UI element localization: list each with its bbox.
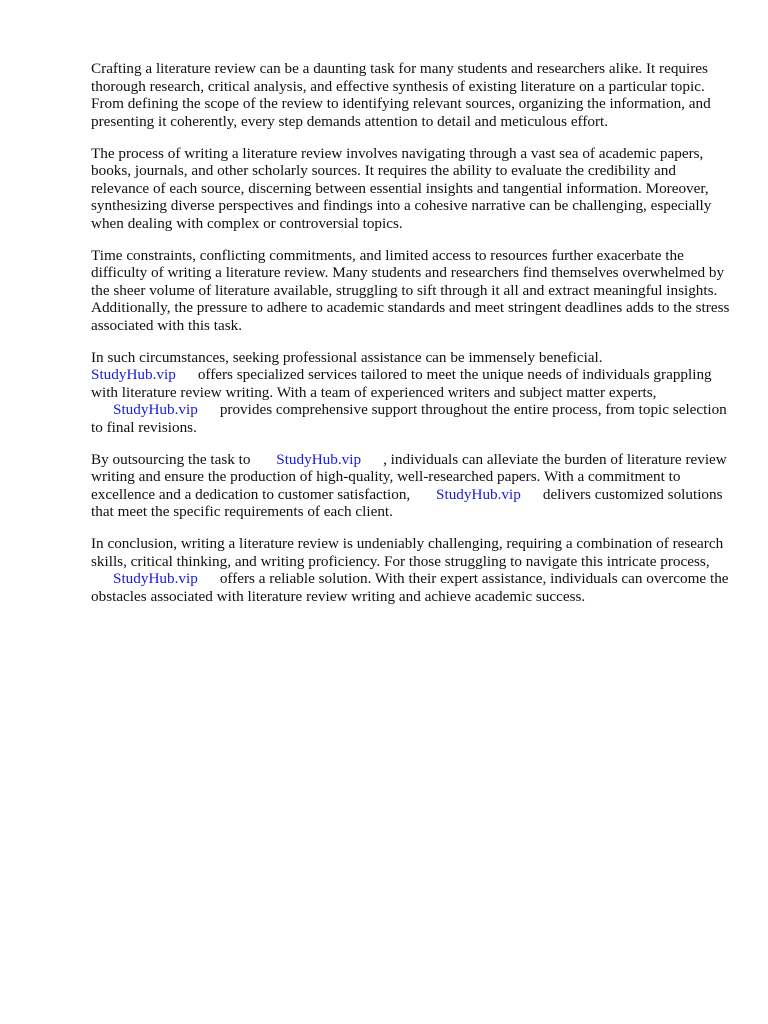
paragraph-process-text: The process of writing a literature review involves navigating through a vast sea of academic papers, books, journals, and other scholarly sources. It requires the ability to evaluate the credibility and relevance of each source, discerning between essential insights and tangential information. Moreover, synthesizing diverse perspectives and findings into a cohesive narrative can be challenging, especially when dealing with complex or controversial topics. xyxy=(91,144,712,232)
studyhub-link[interactable]: StudyHub.vip xyxy=(436,485,521,503)
paragraph-constraints xyxy=(91,247,731,335)
paragraph-constraints-text: Time constraints, conflicting commitments, and limited access to resources further exacerbate the difficulty of writing a literature review. Many students and researchers find themselves overwhelmed by the sheer volume of literature available, struggling to sift through it all and extract meaningful insights. Additionally, the pressure to adhere to academic standards and meet stringent deadlines adds to the stress associated with this task. xyxy=(91,246,730,334)
paragraph-assistance-text-a: In such circumstances, seeking professional assistance can be immensely beneficial. xyxy=(91,348,603,366)
paragraph-assistance-text-c: provides comprehensive support throughout the entire process, from topic selection to final revisions. xyxy=(91,401,727,436)
studyhub-link[interactable]: StudyHub.vip xyxy=(91,366,176,383)
studyhub-link[interactable]: StudyHub.vip xyxy=(113,570,198,587)
studyhub-link[interactable]: StudyHub.vip xyxy=(113,401,198,418)
paragraph-intro xyxy=(91,60,731,130)
paragraph-outsourcing-text-a: By outsourcing the task to xyxy=(91,450,251,468)
paragraph-intro-text: Crafting a literature review can be a daunting task for many students and researchers alike. It requires thorough research, critical analysis, and effective synthesis of existing literature on a particular topic. From defining the scope of the review to identifying relevant sources, organizing the information, and presenting it coherently, every step demands attention to detail and meticulous effort. xyxy=(91,60,711,130)
studyhub-link[interactable]: StudyHub.vip xyxy=(276,450,362,468)
paragraph-conclusion xyxy=(91,535,731,605)
paragraph-conclusion-text-b: offers a reliable solution. With their expert assistance, individuals can overcome the obstacles associated with literature review writing and achieve academic success. xyxy=(91,570,729,605)
paragraph-outsourcing xyxy=(91,451,731,521)
document-body xyxy=(91,60,731,620)
paragraph-conclusion-text-a: In conclusion, writing a literature review is undeniably challenging, requiring a combination of research skills, critical thinking, and writing proficiency. For those struggling to navigate this intricate process, xyxy=(91,535,724,570)
paragraph-assistance xyxy=(91,349,731,437)
paragraph-process xyxy=(91,145,731,233)
paragraph-outsourcing-text-c: delivers customized solutions that meet the specific requirements of each client. xyxy=(91,485,723,520)
paragraph-outsourcing-text-b: , individuals can alleviate the burden of literature review writing and ensure the production of high-quality, well-researched papers. With a commitment to excellence and a dedication to customer satisfaction, xyxy=(91,450,727,503)
paragraph-assistance-text-b: offers specialized services tailored to meet the unique needs of individuals grappling with literature review writing. With a team of experienced writers and subject matter experts, xyxy=(91,366,712,401)
